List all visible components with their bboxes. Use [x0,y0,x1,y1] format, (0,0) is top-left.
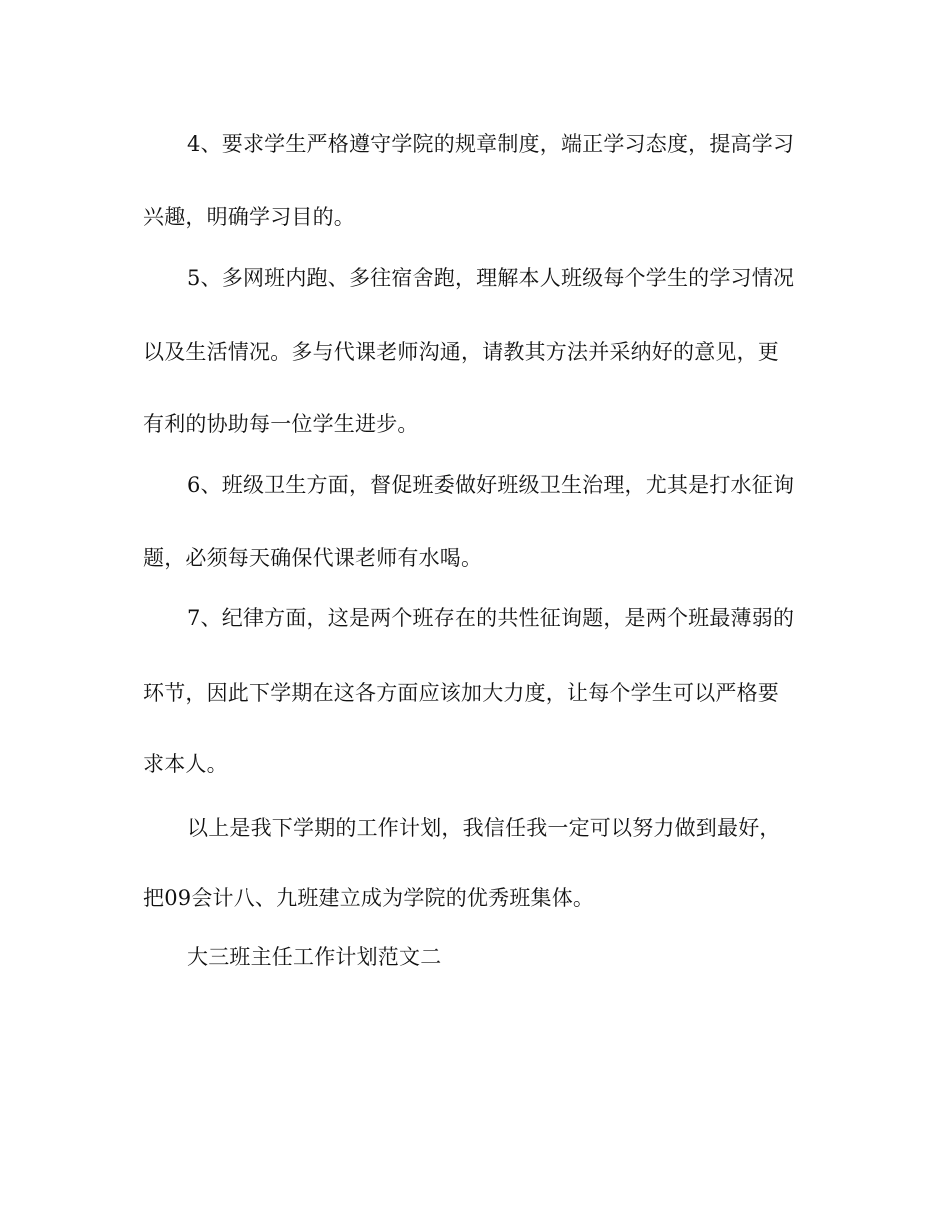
paragraph-7-line-2: 环节，因此下学期在这各方面应该加大力度，让每个学生可以严格要 [143,681,779,705]
conclusion-line-1: 以上是我下学期的工作计划，我信任我一定可以努力做到最好， [187,816,781,840]
paragraph-7-line-1: 7、纪律方面，这是两个班存在的共性征询题，是两个班最薄弱的 [187,606,795,630]
paragraph-7-line-3: 求本人。 [143,752,228,776]
paragraph-6-line-2: 题，必须每天确保代课老师有水喝。 [143,546,483,570]
conclusion-line-2: 把09会计八、九班建立成为学院的优秀班集体。 [143,886,595,910]
section-title: 大三班主任工作计划范文二 [187,945,442,969]
paragraph-6-line-1: 6、班级卫生方面，督促班委做好班级卫生治理，尤其是打水征询 [187,473,795,497]
paragraph-5-line-3: 有利的协助每一位学生进步。 [143,412,419,436]
paragraph-5-line-2: 以及生活情况。多与代课老师沟通，请教其方法并采纳好的意见，更 [143,340,779,364]
paragraph-4-line-1: 4、要求学生严格遵守学院的规章制度，端正学习态度，提高学习 [187,132,795,156]
paragraph-5-line-1: 5、多网班内跑、多往宿舍跑，理解本人班级每个学生的学习情况 [187,266,795,290]
paragraph-4-line-2: 兴趣，明确学习目的。 [143,205,355,229]
